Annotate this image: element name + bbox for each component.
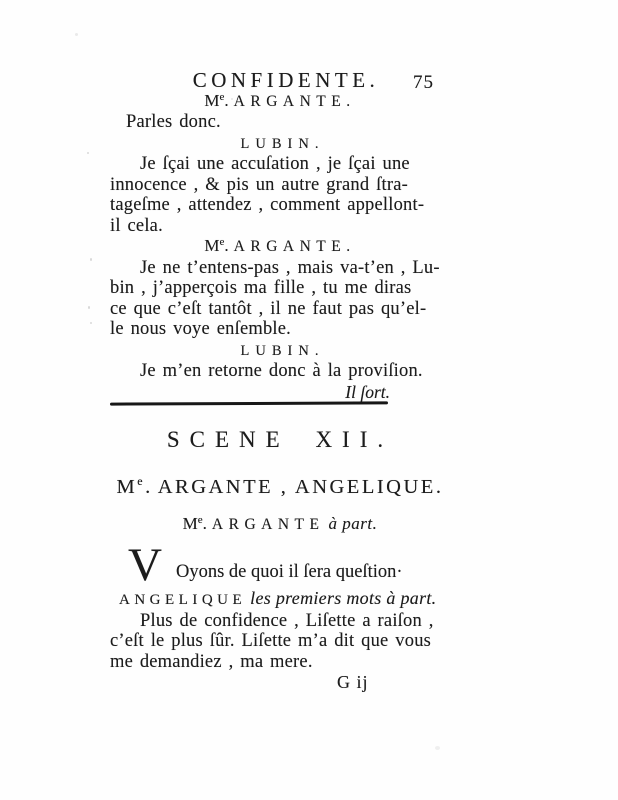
running-head (110, 70, 450, 91)
speaker-abbrev-sup: e (219, 236, 225, 249)
speaker-name: ARGANTE. (233, 238, 356, 255)
dialogue-line: le nous voye enſemble. (110, 319, 291, 339)
dialogue-line: me demandiez , ma mere. (110, 651, 313, 672)
scan-speck (231, 98, 233, 100)
drop-cap-initial: V (128, 538, 162, 591)
speaker-inline-angelique (110, 588, 450, 611)
speaker-heading-argante-2 (110, 236, 450, 258)
dialogue-line: bin , j’apperçois ma fille , tu me diras (110, 278, 412, 298)
speaker-name: LUBIN. (240, 342, 325, 359)
speaker-abbrev: M (116, 476, 138, 498)
text-column (110, 70, 450, 693)
speaker-heading-argante-1 (110, 91, 450, 113)
scan-speck (90, 258, 92, 261)
signature-mark: G ij (337, 672, 369, 692)
speaker-abbrev-sup: e (137, 474, 146, 489)
speaker-abbrev-dot: . (224, 236, 229, 255)
page-number: 75 (413, 72, 434, 93)
dialogue-line: Oyons de quoi il ſera queſtion· (175, 561, 403, 582)
dialogue-line: Plus de confidence , Liſette a raiſon , (140, 610, 434, 631)
speaker-abbrev: M (182, 514, 198, 533)
scan-speck (87, 152, 89, 154)
dialogue-line: Je ne t’entens-pas , mais va-t’en , Lu- (140, 257, 440, 278)
dialogue-line: innocence , & pis un autre grand ſtra- (110, 174, 408, 195)
speaker-abbrev: M (204, 236, 220, 255)
dialogue-line: Je ſçai une accuſation , je ſçai une (140, 154, 410, 174)
speaker-heading-argante-3 (110, 514, 450, 536)
speaker-abbrev-sup: e (219, 90, 225, 103)
speaker-name: ARGANTE. (233, 92, 356, 110)
speaker-heading-lubin-2 (110, 340, 450, 362)
speaker-abbrev-sup: e (197, 514, 203, 527)
stage-direction-aside: à part. (328, 514, 378, 533)
speaker-name: ARGANTE (211, 516, 325, 533)
scan-speck (88, 306, 90, 309)
speaker-abbrev-dot: . (145, 476, 153, 498)
stage-direction-inline: les premiers mots à part. (250, 588, 437, 608)
dialogue-line: tageſme , attendez , comment appellont- (110, 195, 425, 215)
scene-heading: SCENE XII. (166, 427, 394, 452)
dialogue-line: il cela. (110, 215, 163, 236)
speaker-abbrev-dot: . (224, 90, 229, 110)
speaker-abbrev-dot: . (202, 514, 207, 533)
dialogue-line: c’eſt le plus ſûr. Liſette m’a dit que vous (110, 631, 432, 651)
running-title: CONFIDENTE. (192, 68, 380, 92)
scan-speck (75, 33, 78, 36)
dialogue-line-dropcap (110, 538, 450, 591)
scene-characters (110, 476, 450, 498)
speaker-name: ANGELIQUE (119, 592, 247, 608)
speaker-name: LUBIN. (240, 135, 325, 152)
speaker-abbrev: M (204, 90, 220, 110)
stage-direction-exit: Il ſort. (345, 381, 390, 402)
character-names: ARGANTE , ANGELIQUE. (157, 476, 444, 498)
dialogue-line: Je m’en retorne donc à la proviſion. (140, 361, 423, 381)
dialogue-line: ce que c’eſt tantôt , il ne faut pas qu’el- (110, 298, 427, 319)
speaker-heading-lubin-1 (110, 133, 450, 155)
scan-speck (435, 746, 440, 750)
scene-divider-rule (110, 401, 388, 405)
scan-speck (90, 322, 92, 324)
dialogue-line: Parles donc. (126, 112, 221, 132)
